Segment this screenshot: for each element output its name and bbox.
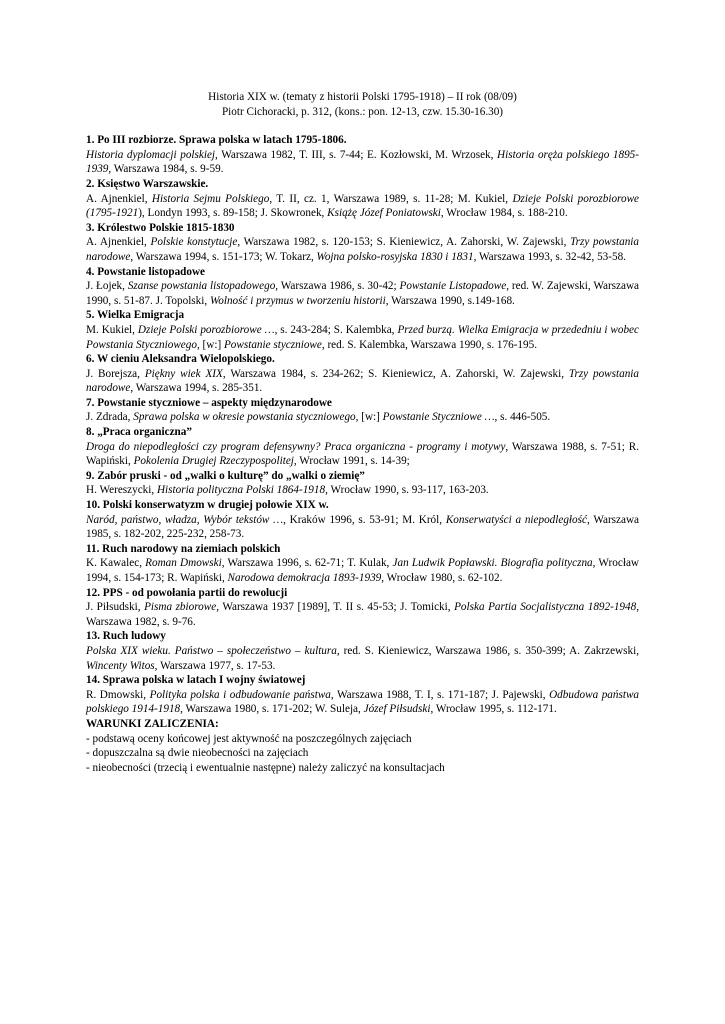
reference-title: Powstanie Listopadowe [399,280,507,293]
reference-title: Trzy powstania narodowe [86,236,639,263]
reference-title: Józef Piłsudski [363,703,431,716]
reference-text: ), Londyn 1993, s. 89-158; J. Skowronek, [138,207,328,220]
reference-text: , Warszawa 1982, s. 120-153; S. Kieniewicz, A. Zahorski, W. Zajewski, [237,236,571,249]
reference-text: , Warszawa 1985, s. 182-202, 225-232, 258-73. [86,513,640,541]
topic-section [86,425,639,469]
document-page [86,90,639,775]
reference-title: Polska Partia Socjalistyczna 1892-1948 [454,601,637,614]
reference-text: , Wrocław 1990, s. 93-117, 163-203. [325,484,489,497]
reference-title: Pokolenia Drugiej Rzeczypospolitej [133,455,294,468]
reference-title: Polskie konstytucje [150,236,238,249]
reference-text: , Warszawa 1984, s. 234-262; S. Kieniewicz, A. Zahorski, W. Zajewski, [222,367,569,380]
reference-title: Historia Sejmu Polskiego [151,192,270,205]
reference-title: Historia polityczna Polski 1864-1918 [156,484,326,497]
reference-title: Powstanie styczniowe [223,338,322,351]
reference-title: Wolność i przymus w tworzeniu historii [209,294,386,307]
reference-title: Przed burzą. Wielka Emigracja w przededniu i wobec Powstania Styczniowego [86,323,639,351]
reference-text: , Wrocław 1994, s. 154-173; R. Wapiński, [86,557,639,584]
document-header [86,90,639,119]
reference-text: , Warszawa 1986, s. 30-42; [275,280,400,293]
topic-section [86,265,639,309]
reference-text: , red. W. Zajewski, Warszawa 1990, s. 51-87. J. Topolski, [86,280,640,307]
topic-references [86,440,639,469]
reference-text: , Warszawa 1994, s. 285-351. [130,382,263,395]
topic-references [86,600,639,629]
topic-references [86,192,639,221]
reference-title: Wincenty Witos [86,659,155,672]
topic-title: 4. Powstanie listopadowe [86,265,206,278]
topic-references [86,367,639,396]
topic-title: 14. Sprawa polska w latach I wojny światowej [86,674,306,687]
conditions-list [86,732,639,776]
reference-text: , Warszawa 1996, s. 62-71; T. Kulak, [221,557,393,570]
topic-title: 8. „Praca organiczna” [86,426,192,439]
reference-text: , Warszawa 1982, T. III, s. 7-44; E. Kozłowski, M. Wrzosek, [215,148,498,161]
reference-title: Trzy powstania narodowe [86,367,639,395]
reference-text: , Wrocław 1995, s. 112-171. [430,703,557,716]
header-lecturer-info: Piotr Cichoracki, p. 312, (kons.: pon. 12-13, czw. 15.30-16.30) [221,105,504,118]
reference-text: , Warszawa 1990, s.149-168. [385,294,515,307]
reference-title: Konserwatyści a niepodległość [445,513,587,526]
reference-text: , T. II, cz. 1, Warszawa 1989, s. 11-28; M. Kukiel, [269,192,513,205]
reference-text: J. Piłsudski, [86,601,145,614]
reference-text: A. Ajnenkiel, [86,236,151,249]
topic-section [86,396,639,425]
condition-item: - dopuszczalna są dwie nieobecności na zajęciach [86,747,309,760]
reference-title: Powstanie Styczniowe … [382,411,495,424]
topic-references [86,513,639,542]
reference-title: Roman Dmowski [145,557,222,570]
topic-title: 5. Wielka Emigracja [86,309,185,322]
reference-title: Historia oręża polskiego 1895-1939 [86,148,640,176]
reference-title: Sprawa polska w okresie powstania styczniowego [133,411,356,424]
reference-text: A. Ajnenkiel, [86,192,152,205]
topic-section [86,498,639,542]
reference-title: Narodowa demokracja 1893-1939 [227,572,382,584]
reference-text: , Warszawa 1984, s. 9-59. [108,163,224,176]
condition-item: - nieobecności (trzecią i ewentualnie następne) należy zaliczyć na konsultacjach [86,761,445,774]
reference-text: , [w:] [355,411,383,424]
topic-title: 7. Powstanie styczniowe – aspekty międzynarodowe [86,396,332,409]
reference-title: Historia dyplomacji polskiej [86,148,216,161]
reference-text: , Wrocław 1984, s. 188-210. [440,207,568,220]
reference-title: Polska XIX wieku. Państwo – społeczeństwo – kultura [86,644,337,657]
reference-text: , Wrocław 1980, s. 62-102. [381,572,503,584]
reference-text: , s. 243-284; S. Kalembka, [274,323,398,336]
topic-references [86,483,639,498]
topic-title: 12. PPS - od powołania partii do rewolucji [86,586,288,599]
reference-title: Książę Józef Poniatowski [327,207,441,220]
topic-title: 2. Księstwo Warszawskie. [86,177,209,190]
reference-title: Jan Ludwik Popławski. Biografia polityczna [392,557,593,570]
topic-references [86,235,639,264]
reference-text: , s. 446-505. [494,411,551,424]
conditions-block [86,717,639,775]
topic-section [86,469,639,498]
reference-text: , Warszawa 1994, s. 151-173; W. Tokarz, [130,250,317,263]
reference-title: Piękny wiek XIX [144,367,223,380]
topic-title: 11. Ruch narodowy na ziemiach polskich [86,542,281,555]
reference-title: Naród, państwo, władza, Wybór tekstów … [86,513,284,526]
reference-text: , Kraków 1996, s. 53-91; M. Król, [283,513,446,526]
reference-text: , Wrocław 1991, s. 14-39; [293,455,410,468]
condition-item: - podstawą oceny końcowej jest aktywność na poszczególnych zajęciach [86,732,412,745]
topic-title: 6. W cieniu Aleksandra Wielopolskiego. [86,353,275,366]
reference-text: , Warszawa 1988, T. I, s. 171-187; J. Pajewski, [330,688,550,701]
reference-text: , Warszawa 1937 [1989], T. II s. 45-53; J. Tomicki, [216,601,455,614]
reference-title: Droga do niepodległości czy program defensywny? Praca organiczna - programy i motywy [86,440,506,453]
reference-text: , [w:] [196,338,224,351]
reference-text: J. Borejsza, [86,367,145,380]
reference-title: Dzieje Polski porozbiorowe … [137,323,275,336]
reference-text: , Warszawa 1993, s. 32-42, 53-58. [473,250,626,263]
reference-title: Wojna polsko-rosyjska 1830 i 1831 [316,250,474,263]
topic-section [86,542,639,586]
topic-references [86,323,639,352]
topics-list [86,133,639,717]
reference-title: Polityka polska i odbudowanie państwa [149,688,331,701]
reference-title: Pisma zbiorowe [144,601,217,614]
reference-title: Odbudowa państwa polskiego 1914-1918 [86,688,640,716]
topic-section [86,673,639,717]
reference-text: J. Łojek, [86,280,128,293]
reference-text: M. Kukiel, [86,323,138,336]
topic-references [86,556,639,585]
topic-title: 10. Polski konserwatyzm w drugiej połowie XIX w. [86,499,329,512]
topic-references [86,279,639,308]
header-course-title: Historia XIX w. (tematy z historii Polski 1795-1918) – II rok (08/09) [208,91,517,103]
reference-text: R. Dmowski, [86,688,150,701]
reference-text: , Warszawa 1980, s. 171-202; W. Suleja, [180,703,364,716]
topic-title: 3. Królestwo Polskie 1815-1830 [86,221,235,234]
reference-title: Szanse powstania listopadowego [127,280,276,293]
topic-section [86,629,639,673]
reference-text: , Warszawa 1977, s. 17-53. [154,659,276,672]
topic-references [86,148,639,177]
reference-text: , red. S. Kalembka, Warszawa 1990, s. 176-195. [321,338,537,351]
topic-section [86,308,639,352]
topic-section [86,352,639,396]
reference-text: , Warszawa 1982, s. 9-76. [86,601,640,628]
reference-text: J. Zdrada, [86,411,134,424]
topic-section [86,133,639,177]
reference-title: Dzieje Polski porozbiorowe (1795-1921 [86,192,639,220]
topic-references [86,644,639,673]
topic-references [86,410,639,425]
reference-text: , Warszawa 1988, s. 7-51; R. Wapiński, [86,440,639,468]
reference-text: H. Wereszycki, [86,484,157,497]
topic-title: 13. Ruch ludowy [86,630,166,643]
reference-text: , red. S. Kieniewicz, Warszawa 1986, s. 350-399; A. Zakrzewski, [336,644,639,657]
topic-title: 1. Po III rozbiorze. Sprawa polska w latach 1795-1806. [86,134,347,147]
topic-section [86,177,639,221]
conditions-title: WARUNKI ZALICZENIA: [86,717,219,730]
reference-text: K. Kawalec, [86,557,146,570]
topic-references [86,688,639,717]
topic-title: 9. Zabór pruski - od „walki o kulturę” do „walki o ziemię” [86,469,365,482]
topic-section [86,221,639,265]
topic-section [86,586,639,630]
